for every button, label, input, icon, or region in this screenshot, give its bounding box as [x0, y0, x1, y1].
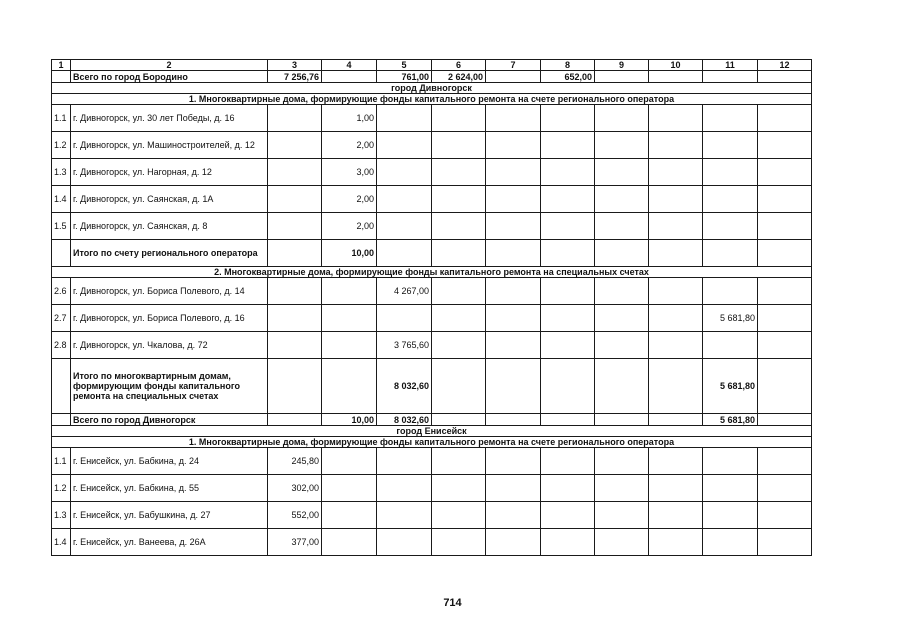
column-number-row — [52, 60, 812, 71]
table-row — [52, 105, 812, 132]
row-c4: 2,00 — [322, 132, 377, 159]
row-address: г. Дивногорск, ул. Саянская, д. 8 — [71, 213, 268, 240]
row-index: 2.7 — [52, 305, 71, 332]
subtotal-c5: 8 032,60 — [377, 359, 432, 414]
total-label: Всего по город Бородино — [71, 71, 268, 83]
column-header: 3 — [268, 60, 322, 71]
row-c11: 5 681,80 — [703, 305, 758, 332]
total-c11: 5 681,80 — [703, 414, 758, 426]
section-heading-row — [52, 267, 812, 278]
column-header: 8 — [541, 60, 595, 71]
row-c5: 4 267,00 — [377, 278, 432, 305]
total-c4: 10,00 — [322, 414, 377, 426]
row-address: г. Енисейск, ул. Бабкина, д. 55 — [71, 475, 268, 502]
row-address: г. Дивногорск, ул. Машиностроителей, д. 12 — [71, 132, 268, 159]
section-heading: 1. Многоквартирные дома, формирующие фонды капитального ремонта на счете регионального оператора — [52, 94, 812, 105]
total-c5: 8 032,60 — [377, 414, 432, 426]
row-c5 — [377, 305, 432, 332]
row-index: 1.1 — [52, 448, 71, 475]
row-address: г. Енисейск, ул. Бабкина, д. 24 — [71, 448, 268, 475]
column-header: 1 — [52, 60, 71, 71]
row-c4: 2,00 — [322, 213, 377, 240]
row-address: г. Дивногорск, ул. Саянская, д. 1А — [71, 186, 268, 213]
subtotal-label: Итого по многоквартирным домам, формирующим фонды капитального ремонта на специальных счетах — [71, 359, 268, 414]
divnogorsk-total-row — [52, 414, 812, 426]
total-c6: 2 624,00 — [432, 71, 486, 83]
table-row — [52, 159, 812, 186]
row-address: г. Енисейск, ул. Бабушкина, д. 27 — [71, 502, 268, 529]
row-index: 1.5 — [52, 213, 71, 240]
row-index: 1.4 — [52, 529, 71, 556]
row-c3: 302,00 — [268, 475, 322, 502]
row-address: г. Дивногорск, ул. Нагорная, д. 12 — [71, 159, 268, 186]
column-header: 4 — [322, 60, 377, 71]
row-index: 1.4 — [52, 186, 71, 213]
city-heading-row — [52, 426, 812, 437]
row-c3: 552,00 — [268, 502, 322, 529]
column-header: 2 — [71, 60, 268, 71]
subtotal-row — [52, 359, 812, 414]
row-index: 1.2 — [52, 475, 71, 502]
column-header: 7 — [486, 60, 541, 71]
row-index: 1.1 — [52, 105, 71, 132]
table-row — [52, 448, 812, 475]
row-c11 — [703, 278, 758, 305]
row-index: 2.8 — [52, 332, 71, 359]
column-header: 12 — [758, 60, 812, 71]
total-c3: 7 256,76 — [268, 71, 322, 83]
table-row — [52, 305, 812, 332]
subtotal-c4: 10,00 — [322, 240, 377, 267]
section-heading: 1. Многоквартирные дома, формирующие фонды капитального ремонта на счете регионального оператора — [52, 437, 812, 448]
row-address: г. Дивногорск, ул. Чкалова, д. 72 — [71, 332, 268, 359]
column-header: 11 — [703, 60, 758, 71]
city-heading: город Енисейск — [52, 426, 812, 437]
total-c8: 652,00 — [541, 71, 595, 83]
table-row — [52, 213, 812, 240]
subtotal-c11: 5 681,80 — [703, 359, 758, 414]
row-index: 1.3 — [52, 159, 71, 186]
table-row — [52, 278, 812, 305]
table-row — [52, 132, 812, 159]
table-row — [52, 332, 812, 359]
section-heading-row — [52, 437, 812, 448]
row-index: 1.3 — [52, 502, 71, 529]
row-index: 2.6 — [52, 278, 71, 305]
row-c3: 377,00 — [268, 529, 322, 556]
row-c11 — [703, 332, 758, 359]
column-header: 10 — [649, 60, 703, 71]
city-heading-row — [52, 83, 812, 94]
row-c4: 2,00 — [322, 186, 377, 213]
borodino-total-row — [52, 71, 812, 83]
row-address: г. Дивногорск, ул. Бориса Полевого, д. 16 — [71, 305, 268, 332]
table-row — [52, 502, 812, 529]
row-address: г. Енисейск, ул. Ванеева, д. 26А — [71, 529, 268, 556]
city-heading: город Дивногорск — [52, 83, 812, 94]
table-row — [52, 475, 812, 502]
row-index: 1.2 — [52, 132, 71, 159]
row-c4: 1,00 — [322, 105, 377, 132]
column-header: 9 — [595, 60, 649, 71]
table-row — [52, 186, 812, 213]
section-heading-row — [52, 94, 812, 105]
total-c5: 761,00 — [377, 71, 432, 83]
capital-repair-table — [51, 59, 812, 556]
table-row — [52, 529, 812, 556]
row-c4: 3,00 — [322, 159, 377, 186]
row-c3: 245,80 — [268, 448, 322, 475]
subtotal-label: Итого по счету регионального оператора — [71, 240, 268, 267]
column-header: 6 — [432, 60, 486, 71]
total-label: Всего по город Дивногорск — [71, 414, 268, 426]
row-address: г. Дивногорск, ул. 30 лет Победы, д. 16 — [71, 105, 268, 132]
page-number: 714 — [443, 597, 462, 609]
section-heading: 2. Многоквартирные дома, формирующие фонды капитального ремонта на специальных счетах — [52, 267, 812, 278]
row-c5: 3 765,60 — [377, 332, 432, 359]
column-header: 5 — [377, 60, 432, 71]
row-address: г. Дивногорск, ул. Бориса Полевого, д. 14 — [71, 278, 268, 305]
subtotal-row — [52, 240, 812, 267]
